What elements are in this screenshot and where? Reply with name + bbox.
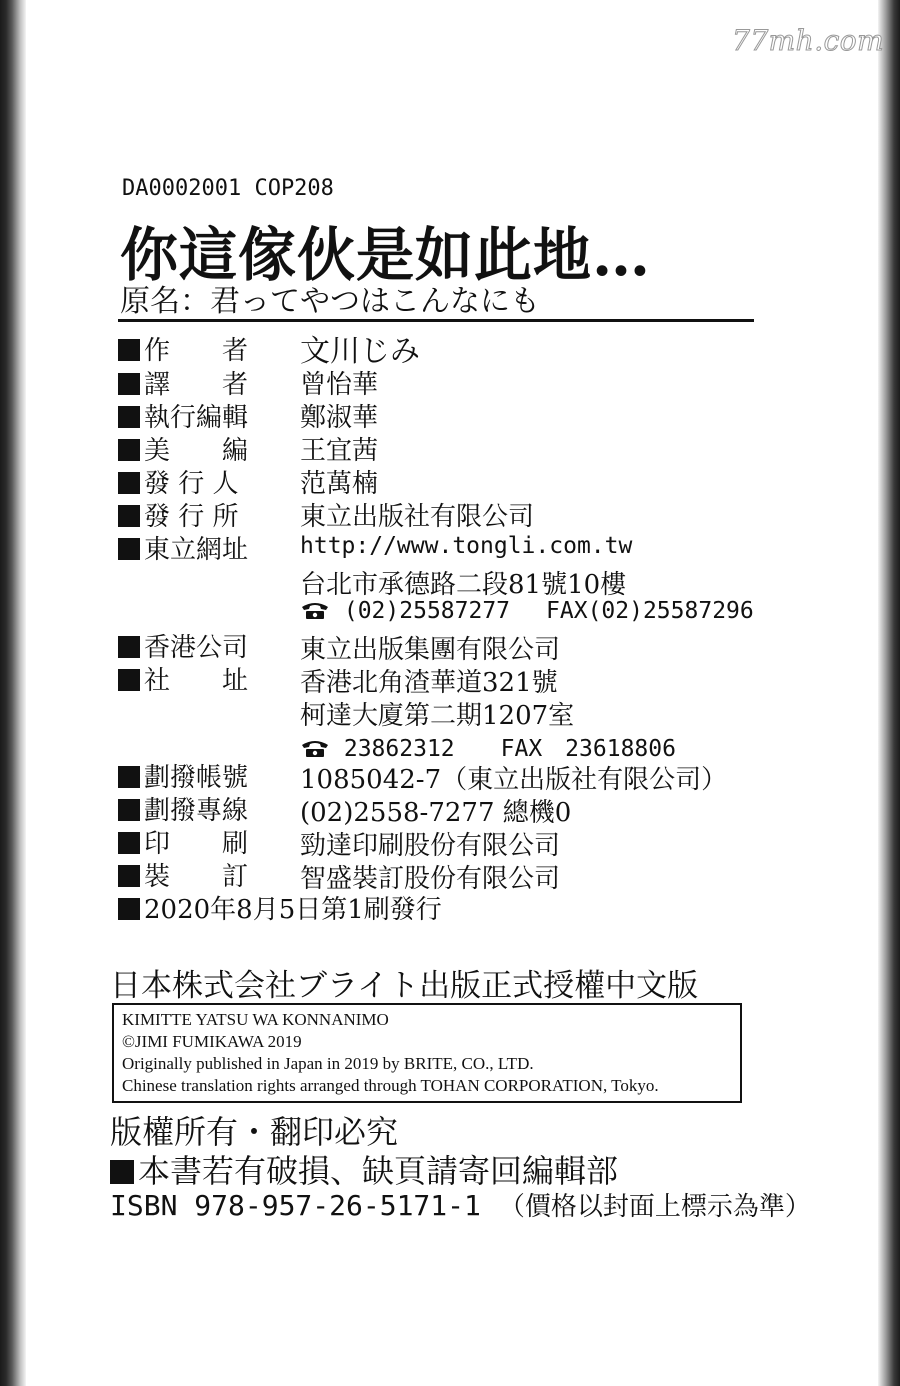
bullet-square-icon (118, 669, 140, 691)
credit-label-website: 東立網址 (118, 529, 248, 566)
license-statement: 日本株式会社ブライト出版正式授權中文版 (110, 968, 699, 1004)
credit-value-publishing-house: 東立出版社有限公司 (300, 502, 535, 532)
credit-value-printing: 勁達印刷股份有限公司 (300, 831, 561, 861)
license-box-line: ©JIMI FUMIKAWA 2019 (122, 1032, 302, 1051)
credit-value-website-url: http://www.tongli.com.tw (300, 533, 633, 559)
credit-label-binding: 裝 訂 (118, 856, 248, 893)
bullet-square-icon (118, 766, 140, 788)
publish-date: 2020年8月5日第1刷發行 (118, 889, 442, 926)
credit-value-taipei-contact: (02)25587277 FAX(02)25587296 (300, 598, 754, 624)
credit-label-publishing-house: 發 行 所 (118, 496, 239, 533)
credit-value-transfer-account: 1085042-7（東立出版社有限公司） (300, 765, 728, 795)
credit-value-hk-company: 東立出版集團有限公司 (300, 635, 561, 665)
catalog-code: DA0002001 COP208 (122, 176, 334, 201)
license-box-line: KIMITTE YATSU WA KONNANIMO (122, 1010, 389, 1029)
bullet-square-icon (118, 636, 140, 658)
isbn-number: ISBN 978-957-26-5171-1 (110, 1189, 481, 1222)
price-note: （價格以封面上標示為準） (498, 1192, 811, 1222)
bullet-square-icon (118, 472, 140, 494)
book-title: 你這傢伙是如此地… (120, 221, 652, 289)
bullet-square-icon (118, 865, 140, 887)
bullet-square-icon (118, 799, 140, 821)
credit-value-hk-address-2: 柯達大廈第二期1207室 (300, 701, 575, 731)
credit-label-author: 作 者 (118, 330, 248, 367)
credit-label-printing: 印 刷 (118, 823, 248, 860)
credit-label-translator: 譯 者 (118, 364, 248, 401)
credit-label-editor: 執行編輯 (118, 397, 248, 434)
bullet-square-icon (118, 898, 140, 920)
bullet-square-icon (118, 538, 140, 560)
credit-value-designer: 王宜茜 (300, 436, 379, 466)
license-box-line: Chinese translation rights arranged through TOHAN CORPORATION, Tokyo. (122, 1076, 659, 1095)
credit-label-transfer-hotline: 劃撥專線 (118, 790, 248, 827)
bullet-square-icon (118, 505, 140, 527)
credit-value-hk-contact: 23862312 FAX 23618806 (300, 730, 676, 763)
credit-label-hk-address: 社 址 (118, 660, 248, 697)
credit-value-publisher-person: 范萬楠 (300, 469, 379, 499)
credit-value-hk-address-1: 香港北角渣華道321號 (300, 668, 558, 698)
license-box-line: Originally published in Japan in 2019 by BRITE, CO., LTD. (122, 1054, 534, 1073)
credit-value-transfer-hotline: (02)2558-7277 總機0 (300, 798, 572, 828)
rights-reserved: 版權所有・翻印必究 (110, 1113, 399, 1151)
original-title: 原名：君ってやつはこんなにも (120, 284, 540, 319)
title-divider (118, 319, 754, 322)
credit-label-hk-company: 香港公司 (118, 627, 248, 664)
credit-value-translator: 曾怡華 (300, 370, 379, 400)
credit-value-editor: 鄭淑華 (300, 403, 379, 433)
credit-value-binding: 智盛裝訂股份有限公司 (300, 864, 561, 894)
book-edge-shadow-right (878, 0, 900, 1386)
bullet-square-icon (118, 339, 140, 361)
watermark: 77mh.com (732, 24, 885, 57)
telephone-icon (300, 738, 330, 758)
telephone-icon (300, 600, 330, 620)
isbn-line (110, 1186, 811, 1223)
bullet-square-icon (118, 832, 140, 854)
book-spine-shadow-left (0, 0, 26, 1386)
credit-label-transfer-account: 劃撥帳號 (118, 757, 248, 794)
bullet-square-icon (118, 439, 140, 461)
damage-notice: 本書若有破損、缺頁請寄回編輯部 (110, 1146, 618, 1192)
credit-label-publisher-person: 發 行 人 (118, 463, 239, 500)
license-box (112, 1003, 742, 1103)
credit-value-taipei-address: 台北市承德路二段81號10樓 (300, 570, 627, 600)
credit-value-author: 文川じみ (300, 334, 420, 369)
credit-label-designer: 美 編 (118, 430, 248, 467)
bullet-square-icon (118, 373, 140, 395)
bullet-square-icon (110, 1160, 134, 1184)
bullet-square-icon (118, 406, 140, 428)
